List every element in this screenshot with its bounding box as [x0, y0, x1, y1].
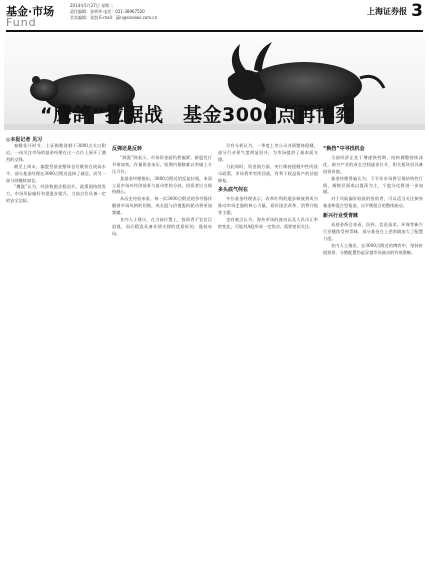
paragraph: 从基金持仓来看，医药、信息技术、环保等新兴行业继续受到青睐，部分基金在上述领域加大了配置力度。 — [323, 222, 423, 241]
subheading: “换挡”中寻找机会 — [323, 146, 365, 152]
article-column-2 — [112, 143, 212, 579]
section-title: 基金·市场 — [6, 5, 55, 18]
article-column-1 — [6, 143, 106, 579]
section-subtitle-en: Fund — [6, 16, 37, 29]
paragraph: 某基金经理指出，3000点附近的反复拉锯，本质上是市场对经济前景与流动性的分歧，投资者应当保持耐心。 — [112, 175, 212, 195]
subheading: 多头底气何在 — [218, 187, 249, 194]
newspaper-name: 上海证券报 — [367, 6, 407, 16]
issue-info — [70, 3, 320, 21]
paragraph: 另有分析认为，一季度上市公司业绩整体稳健，部分行业景气度明显回升，为市场提供了基本面支撑。 — [218, 143, 318, 162]
page-number: 3 — [411, 1, 423, 21]
paragraph: 业内人士建议，在当前位置上，投资者不宜盲目追涨，而应精选具备业绩支撑的优质标的，逢低布局。 — [112, 217, 212, 236]
subheading: 新兴行业受青睐 — [323, 213, 359, 220]
issue-date: 2014年5月27日 星期二 — [70, 3, 114, 8]
headline: “鹰鸽”拉锯战 基金3000点再博弈 — [40, 104, 355, 126]
paragraph: 从历史经验来看，每一次3000点附近的争夺都伴随着市场风格的切换，成长股与价值股的轮动将更加频繁。 — [112, 196, 212, 216]
paragraph: 春暖花开时节，上证指数徘徊于3000点关口附近。一向关注市场的基金经理在这一点位上展开了激烈的交锋。 — [6, 143, 106, 162]
paragraph: 基金经理普遍认为，下半年市场将呈现结构性行情，指数层面或以震荡为主，个股分化将进一步加剧。 — [323, 175, 423, 195]
editor-info: 责任编辑：金明华 电话：021-38967520 — [70, 9, 145, 14]
header-rule — [6, 30, 423, 32]
paragraph: 也有观点认为，海外市场的波动以及人民币汇率的变化，可能对A股形成一定扰动，需要密切关注。 — [218, 217, 318, 229]
article-column-3 — [218, 143, 318, 579]
paragraph: “鹰派”认为，经济数据企稳回升，政策面持续发力，市场风险偏好有望逐步提升，当前点位具备一定的安全边际。 — [6, 184, 106, 204]
paragraph: 当前经济正处于增速换挡期，结构调整持续深化，新兴产业的成长空间逐步打开，相关板块仍具备投资价值。 — [323, 154, 423, 174]
paragraph: “鸽派”则表示，市场资金面仍然偏紧，新股发行节奏加快，存量资金承压，短期内指数难以突破上方压力位。 — [112, 154, 212, 174]
paragraph: 截至上周末，偏股型基金整体仓位维持在较高水平，部分基金经理在3000点附近选择了减仓，而另一部分则继续加仓。 — [6, 163, 106, 183]
designer-info: 美术编辑：张凯 E-mail：jijin@ssnews.com.cn — [70, 15, 158, 20]
article-column-4 — [323, 143, 423, 579]
paragraph: 对于风险偏好较低的投资者，可以适当关注债券基金和混合型基金，以平衡组合的整体波动。 — [323, 196, 423, 209]
paragraph: 多位基金经理表示，改革红利的逐步释放将成为推动市场走强的核心力量，看好国企改革、消费升级等主题。 — [218, 196, 318, 216]
subheading: 反弹还是反转 — [112, 146, 143, 152]
paragraph: 与此同时，资金面方面，央行维持稳健中性的货币政策，市场利率有所回落，有利于权益资产的估值修复。 — [218, 163, 318, 183]
byline: ◎本报记者 见习 — [6, 137, 43, 143]
page-header — [0, 0, 429, 30]
paragraph: 业内人士指出，在3000点附近的博弈中，坚持价值投资、分散配置仍是穿越市场波动的有效策略。 — [323, 242, 423, 255]
